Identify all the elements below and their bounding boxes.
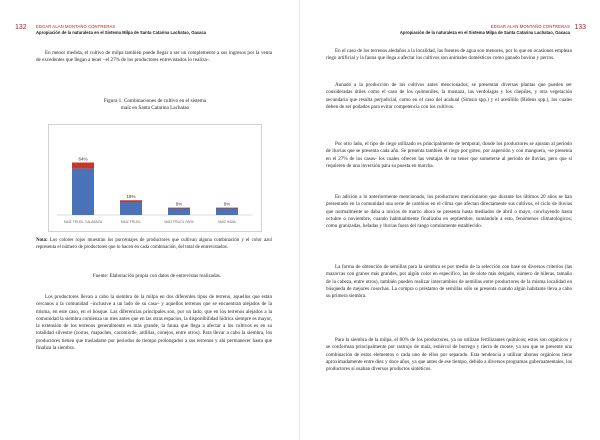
chart-svg bbox=[49, 125, 261, 231]
bar-value-label-2: 9% bbox=[175, 201, 183, 207]
bar-blue-3 bbox=[216, 209, 238, 215]
bar-red-0 bbox=[72, 163, 94, 169]
figure-caption-line-1: Figura 1. Combinaciones de cultivo en el sistema bbox=[103, 98, 207, 104]
bar-red-1 bbox=[120, 200, 142, 202]
running-head-author: EDGAR ALAN MONTAÑO CONTRERAS bbox=[36, 24, 116, 29]
right-paragraph-6: Para la siembra de la milpa, el 80% de los productores, ya no utilizan fertilizantes químicos; estos son orgánicos y se conforman principalmente por rastrojo de maíz, estiércol de borrego y tierra de monte, ya sea que se presente una combinación de estos elementos o cada uno de ellos por separado. Esta tendencia a utilizar abonos orgánicos tiene aproximadamente entre diez y doce años, ya que antes de ese tiempo, debido a diversos programas gubernamentales, los productores sí usaban diversos productos sintéticos. bbox=[326, 337, 572, 373]
page-number-right: 133 bbox=[574, 24, 586, 31]
right-paragraph-4: En adición a lo anteriormente mencionado, los productores mencionaron que durante los últimos 20 años se han presentado en la comunidad una serie de cambios en el clima que afectan directamente sus cultivos, el ciclo de lluvias que normalmente se daba a inicios de marzo ahora se presenta hasta mediados de abril o mayo, concluyendo hasta octubre o noviembre, cuando habitualmente finalizaba en septiembre, sumándole a esto, fenómenos climatológicos; como granizadas, heladas y lluvias fuera del rango comúnmente establecido. bbox=[326, 194, 572, 230]
x-tick-label-0: MAÍZ FRIJOL CALABAZA bbox=[63, 220, 103, 224]
figure-caption-line-2: maíz en Santa Catarina Lachatao bbox=[120, 105, 190, 111]
right-paragraph-5: La forma de obtención de semillas para la siembra es por medio de la selección con base en diversos criterios (las mazorcas con granos más grandes, por algún color en específico, las de olote más delgado, número de hileras, tamaño de la cabeza, entre otros), también pueden realizar intercambios de semillas entre productores de la misma localidad en búsqueda de mejores cosechas. La compra o préstamo de semillas sólo se presenta cuando algún habitante lleva a cabo su primera siembra. bbox=[326, 264, 572, 300]
x-tick-label-2: MAÍZ FRIJOL PAPA bbox=[164, 220, 194, 224]
running-head-right bbox=[400, 24, 570, 36]
note-label: Nota: bbox=[36, 238, 48, 243]
figure-note bbox=[36, 238, 272, 252]
note-text: Los colores rojos muestran los porcentajes de productores que cultivan alguna combinación y el color azul representa el número de productores que lo hacen en cada combinación, del total de entrevistados. bbox=[36, 238, 272, 250]
bar-red-2 bbox=[168, 208, 190, 209]
running-head-title: Apropiación de la naturaleza en el Sistema Milpa de Santa Catarina Lachatao, Oaxaca bbox=[399, 30, 570, 35]
bar-value-label-3: 9% bbox=[223, 201, 231, 207]
x-tick-label-1: MAÍZ FRIJOL bbox=[120, 220, 142, 224]
running-head-author: EDGAR ALAN MONTAÑO CONTRERAS bbox=[490, 24, 570, 29]
intro-paragraph: En menor medida, el cultivo de milpa también puede llegar a ser un complemento a sus ingresos por la venta de excedentes que llegan a tener –el 27% de los productores entrevistados lo realiza–. bbox=[36, 50, 272, 64]
bar-blue-1 bbox=[120, 202, 142, 215]
bar-value-label-0: 64% bbox=[78, 156, 88, 162]
page-number-left: 132 bbox=[15, 24, 27, 31]
right-paragraph-2: Aunado a la producción de los cultivos antes mencionados, se presentan diversas plantas que pueden ser consideradas útiles como el caso de los quintoniles, la mostaza, las verdolagas y los chepiles, y otra vegetación secundaria que resulta perjudicial, como en el caso del acahual (Simsia spp.) y el acetilillo (Bidens spp.), los cuales deben de ser podados para evitar competencia con los cultivos. bbox=[326, 82, 572, 110]
running-head-left bbox=[36, 24, 206, 36]
crop-combination-chart bbox=[48, 124, 262, 232]
right-paragraph-1: En el caso de los terrenos aledaños a la localidad, las fuentes de agua son menores, por lo que en ocasiones emplean riego artificial y la fauna que llega a afectar los cultivos son animales domésticos como ganado bovino y perros. bbox=[326, 48, 572, 62]
bar-value-label-1: 18% bbox=[126, 194, 136, 200]
bar-blue-0 bbox=[72, 169, 94, 215]
running-head-title: Apropiación de la naturaleza en el Sistema Milpa de Santa Catarina Lachatao, Oaxaca bbox=[36, 30, 207, 35]
x-tick-label-3: MAÍZ HABA bbox=[218, 220, 236, 224]
figure-caption bbox=[60, 98, 250, 112]
bar-red-3 bbox=[216, 208, 238, 209]
body-paragraph-left: Los productores llevan a cabo la siembra de la milpa en dos diferentes tipos de terreno, aquellos que están cercanos a la comunidad –inclusive a un lado de su casa– y aquellos terrenos que se encuentran alejados de la misma, en este caso, en el bosque. Las diferencias principales son, por un lado, que en los terrenos alejados a la comunidad la siembra comienza un mes antes que en las otras espacios, la disponibilidad hídrica siempre es mayor, la extensión de los terrenos generalmente es más grande, la fauna que llega a afectar a los cultivos es en su totalidad silvestre (zorras, mapaches, cacomixtle, ardillas, conejos, entre otros). Para llevar a cabo la siembra, los productores tienen que trasladarse por periodos de tiempo prolongados a sus terrenos y ahí permanecer hasta que finaliza la siembra. bbox=[36, 294, 272, 352]
right-page bbox=[300, 0, 600, 440]
figure-source: Fuente: Elaboración propia con datos de entrevistas realizadas. bbox=[92, 273, 222, 279]
right-paragraph-3: Por otro lado, el tipo de riego utilizado es principalmente de temporal, donde los productores se ajustan al periodo de lluvias que se presenta cada año. Se presenta también el riego por goteo, por aspersión y con manguera, -se presenta en el 27% de los casos- los cuales ofrecen las ventajas de no tener que someterse al periodo de lluvias, pero que sí requieren de una inversión para su puesta en marcha. bbox=[326, 141, 572, 169]
bar-blue-2 bbox=[168, 209, 190, 215]
